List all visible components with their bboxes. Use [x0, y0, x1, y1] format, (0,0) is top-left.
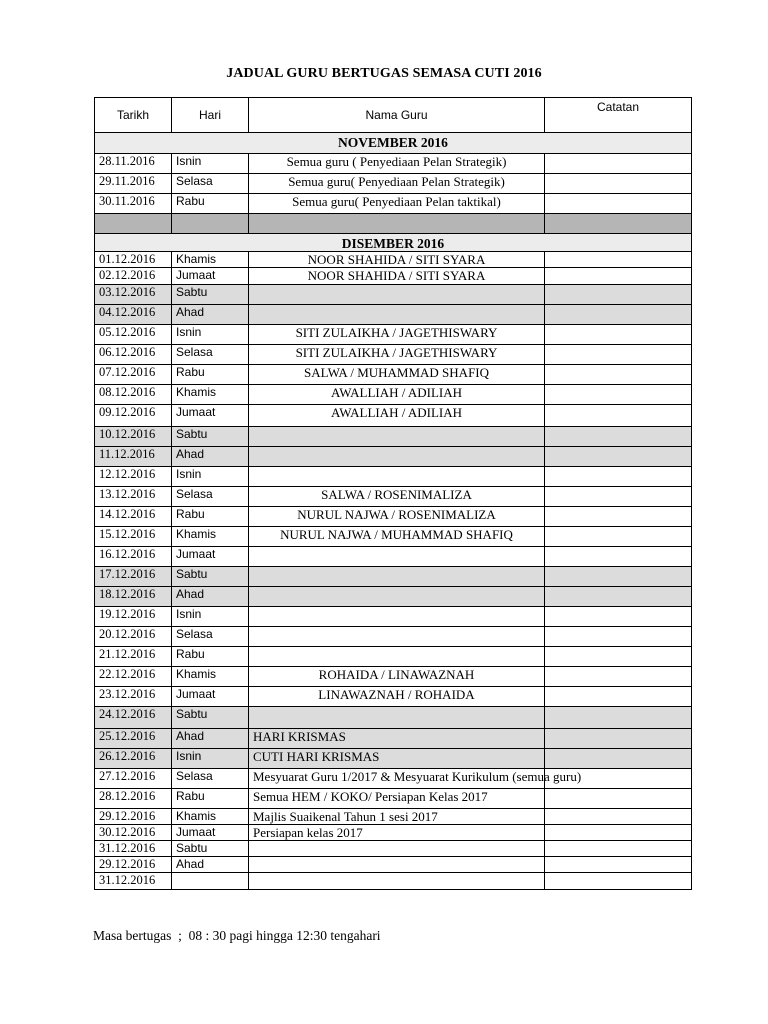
- catatan-cell: [545, 268, 692, 285]
- month-label: DISEMBER 2016: [95, 234, 692, 252]
- table-row: [95, 809, 692, 825]
- table-row: [95, 769, 692, 789]
- catatan-cell: [545, 841, 692, 857]
- day-cell: Isnin: [172, 325, 249, 345]
- teacher-name-cell: Majlis Suaikenal Tahun 1 sesi 2017: [249, 809, 545, 825]
- teacher-name-cell: SITI ZULAIKHA / JAGETHISWARY: [249, 345, 545, 365]
- day-cell: Selasa: [172, 345, 249, 365]
- catatan-cell: [545, 154, 692, 174]
- table-row: [95, 154, 692, 174]
- table-row: [95, 587, 692, 607]
- catatan-cell: [545, 873, 692, 890]
- table-row: [95, 427, 692, 447]
- catatan-cell: [545, 607, 692, 627]
- teacher-name-cell: [249, 627, 545, 647]
- empty-cell: [545, 214, 692, 234]
- day-cell: Selasa: [172, 769, 249, 789]
- date-cell: 11.12.2016: [95, 447, 172, 467]
- table-row: [95, 749, 692, 769]
- table-row: [95, 467, 692, 487]
- teacher-name-cell: AWALLIAH / ADILIAH: [249, 405, 545, 427]
- catatan-cell: [545, 305, 692, 325]
- document-title: JADUAL GURU BERTUGAS SEMASA CUTI 2016: [226, 66, 542, 81]
- teacher-name-cell: Semua guru( Penyediaan Pelan Strategik): [249, 174, 545, 194]
- date-cell: 07.12.2016: [95, 365, 172, 385]
- table-row: [95, 627, 692, 647]
- table-row: [95, 667, 692, 687]
- date-cell: 09.12.2016: [95, 405, 172, 427]
- catatan-cell: [545, 729, 692, 749]
- table-row: [95, 252, 692, 268]
- day-cell: Jumaat: [172, 825, 249, 841]
- date-cell: 01.12.2016: [95, 252, 172, 268]
- day-cell: Ahad: [172, 729, 249, 749]
- table-row: [95, 345, 692, 365]
- date-cell: 22.12.2016: [95, 667, 172, 687]
- day-cell: Selasa: [172, 487, 249, 507]
- date-cell: 29.12.2016: [95, 857, 172, 873]
- table-row: [95, 507, 692, 527]
- day-cell: Khamis: [172, 252, 249, 268]
- catatan-cell: [545, 252, 692, 268]
- catatan-cell: [545, 325, 692, 345]
- table-row: [95, 305, 692, 325]
- catatan-cell: [545, 285, 692, 305]
- date-cell: 08.12.2016: [95, 385, 172, 405]
- day-cell: Ahad: [172, 305, 249, 325]
- catatan-cell: [545, 345, 692, 365]
- catatan-cell: [545, 547, 692, 567]
- header-catatan: Catatan: [545, 98, 692, 133]
- day-cell: Jumaat: [172, 687, 249, 707]
- day-cell: Sabtu: [172, 285, 249, 305]
- catatan-cell: [545, 647, 692, 667]
- month-label: NOVEMBER 2016: [95, 133, 692, 154]
- teacher-name-cell: NOOR SHAHIDA / SITI SYARA: [249, 268, 545, 285]
- day-cell: Rabu: [172, 194, 249, 214]
- day-cell: Jumaat: [172, 547, 249, 567]
- date-cell: 28.11.2016: [95, 154, 172, 174]
- table-row: [95, 825, 692, 841]
- teacher-name-cell: HARI KRISMAS: [249, 729, 545, 749]
- date-cell: 27.12.2016: [95, 769, 172, 789]
- day-cell: Khamis: [172, 385, 249, 405]
- day-cell: Khamis: [172, 667, 249, 687]
- catatan-cell: [545, 405, 692, 427]
- empty-cell: [172, 214, 249, 234]
- date-cell: 02.12.2016: [95, 268, 172, 285]
- catatan-cell: [545, 687, 692, 707]
- date-cell: 03.12.2016: [95, 285, 172, 305]
- teacher-name-cell: NURUL NAJWA / ROSENIMALIZA: [249, 507, 545, 527]
- catatan-cell: [545, 365, 692, 385]
- teacher-name-cell: Semua guru ( Penyediaan Pelan Strategik): [249, 154, 545, 174]
- catatan-cell: [545, 749, 692, 769]
- date-cell: 18.12.2016: [95, 587, 172, 607]
- teacher-name-cell: Semua HEM / KOKO/ Persiapan Kelas 2017: [249, 789, 545, 809]
- catatan-cell: [545, 809, 692, 825]
- header-hari: Hari: [172, 98, 249, 133]
- teacher-name-cell: NURUL NAJWA / MUHAMMAD SHAFIQ: [249, 527, 545, 547]
- teacher-name-cell: [249, 707, 545, 729]
- teacher-name-cell: Persiapan kelas 2017: [249, 825, 545, 841]
- teacher-name-cell: LINAWAZNAH / ROHAIDA: [249, 687, 545, 707]
- date-cell: 13.12.2016: [95, 487, 172, 507]
- catatan-cell: [545, 857, 692, 873]
- date-cell: 24.12.2016: [95, 707, 172, 729]
- teacher-name-cell: [249, 547, 545, 567]
- teacher-name-cell: SITI ZULAIKHA / JAGETHISWARY: [249, 325, 545, 345]
- teacher-name-cell: [249, 567, 545, 587]
- catatan-cell: [545, 487, 692, 507]
- table-row: [95, 325, 692, 345]
- teacher-name-cell: SALWA / MUHAMMAD SHAFIQ: [249, 365, 545, 385]
- date-cell: 29.12.2016: [95, 809, 172, 825]
- date-cell: 30.11.2016: [95, 194, 172, 214]
- date-cell: 23.12.2016: [95, 687, 172, 707]
- date-cell: 30.12.2016: [95, 825, 172, 841]
- table-header-row: [95, 98, 692, 133]
- date-cell: 17.12.2016: [95, 567, 172, 587]
- teacher-name-cell: [249, 857, 545, 873]
- day-cell: Isnin: [172, 467, 249, 487]
- teacher-name-cell: [249, 427, 545, 447]
- catatan-cell: [545, 385, 692, 405]
- table-row: [95, 707, 692, 729]
- date-cell: 19.12.2016: [95, 607, 172, 627]
- table-row: [95, 647, 692, 667]
- teacher-name-cell: [249, 841, 545, 857]
- table-row: [95, 174, 692, 194]
- date-cell: 04.12.2016: [95, 305, 172, 325]
- day-cell: Rabu: [172, 789, 249, 809]
- teacher-name-cell: [249, 607, 545, 627]
- day-cell: Ahad: [172, 587, 249, 607]
- table-row: [95, 567, 692, 587]
- table-row: [95, 405, 692, 427]
- teacher-name-cell: [249, 285, 545, 305]
- day-cell: Sabtu: [172, 567, 249, 587]
- separator-row: [95, 214, 692, 234]
- teacher-name-cell: [249, 467, 545, 487]
- catatan-cell: [545, 174, 692, 194]
- month-header-row: [95, 133, 692, 154]
- table-row: [95, 268, 692, 285]
- catatan-cell: [545, 789, 692, 809]
- day-cell: Ahad: [172, 857, 249, 873]
- teacher-name-cell: Mesyuarat Guru 1/2017 & Mesyuarat Kurikulum (semua guru): [249, 769, 545, 789]
- header-nama-guru: Nama Guru: [249, 98, 545, 133]
- table-row: [95, 487, 692, 507]
- teacher-name-cell: NOOR SHAHIDA / SITI SYARA: [249, 252, 545, 268]
- catatan-cell: [545, 507, 692, 527]
- table-row: [95, 285, 692, 305]
- teacher-name-cell: ROHAIDA / LINAWAZNAH: [249, 667, 545, 687]
- table-row: [95, 527, 692, 547]
- catatan-cell: [545, 447, 692, 467]
- day-cell: Khamis: [172, 809, 249, 825]
- table-row: [95, 547, 692, 567]
- table-row: [95, 194, 692, 214]
- teacher-name-cell: AWALLIAH / ADILIAH: [249, 385, 545, 405]
- date-cell: 06.12.2016: [95, 345, 172, 365]
- catatan-cell: [545, 587, 692, 607]
- day-cell: Khamis: [172, 527, 249, 547]
- teacher-name-cell: [249, 447, 545, 467]
- catatan-cell: [545, 467, 692, 487]
- table-row: [95, 857, 692, 873]
- day-cell: Sabtu: [172, 707, 249, 729]
- table-row: [95, 729, 692, 749]
- catatan-cell: [545, 567, 692, 587]
- day-cell: Ahad: [172, 447, 249, 467]
- catatan-cell: [545, 527, 692, 547]
- month-header-row: [95, 234, 692, 252]
- teacher-name-cell: [249, 647, 545, 667]
- date-cell: 31.12.2016: [95, 841, 172, 857]
- teacher-name-cell: [249, 873, 545, 890]
- date-cell: 25.12.2016: [95, 729, 172, 749]
- duty-schedule-table: [94, 97, 692, 890]
- table-row: [95, 687, 692, 707]
- catatan-cell: [545, 825, 692, 841]
- catatan-cell: [545, 707, 692, 729]
- date-cell: 31.12.2016: [95, 873, 172, 890]
- date-cell: 29.11.2016: [95, 174, 172, 194]
- catatan-cell: [545, 194, 692, 214]
- date-cell: 16.12.2016: [95, 547, 172, 567]
- table-body: [95, 133, 692, 890]
- date-cell: 10.12.2016: [95, 427, 172, 447]
- day-cell: [172, 873, 249, 890]
- day-cell: Rabu: [172, 507, 249, 527]
- teacher-name-cell: SALWA / ROSENIMALIZA: [249, 487, 545, 507]
- date-cell: 20.12.2016: [95, 627, 172, 647]
- day-cell: Selasa: [172, 174, 249, 194]
- day-cell: Rabu: [172, 365, 249, 385]
- table-row: [95, 385, 692, 405]
- day-cell: Isnin: [172, 607, 249, 627]
- catatan-cell: [545, 627, 692, 647]
- table-row: [95, 841, 692, 857]
- duty-hours-note: Masa bertugas ; 08 : 30 pagi hingga 12:30 tengahari: [93, 928, 381, 943]
- date-cell: 21.12.2016: [95, 647, 172, 667]
- table-row: [95, 447, 692, 467]
- date-cell: 15.12.2016: [95, 527, 172, 547]
- table-row: [95, 365, 692, 385]
- date-cell: 14.12.2016: [95, 507, 172, 527]
- table-row: [95, 607, 692, 627]
- empty-cell: [249, 214, 545, 234]
- empty-cell: [95, 214, 172, 234]
- table-row: [95, 873, 692, 890]
- date-cell: 12.12.2016: [95, 467, 172, 487]
- day-cell: Jumaat: [172, 268, 249, 285]
- day-cell: Rabu: [172, 647, 249, 667]
- day-cell: Isnin: [172, 749, 249, 769]
- day-cell: Jumaat: [172, 405, 249, 427]
- teacher-name-cell: Semua guru( Penyediaan Pelan taktikal): [249, 194, 545, 214]
- date-cell: 26.12.2016: [95, 749, 172, 769]
- teacher-name-cell: [249, 587, 545, 607]
- day-cell: Isnin: [172, 154, 249, 174]
- date-cell: 05.12.2016: [95, 325, 172, 345]
- catatan-cell: [545, 667, 692, 687]
- day-cell: Sabtu: [172, 841, 249, 857]
- teacher-name-cell: [249, 305, 545, 325]
- header-tarikh: Tarikh: [95, 98, 172, 133]
- day-cell: Sabtu: [172, 427, 249, 447]
- day-cell: Selasa: [172, 627, 249, 647]
- table-row: [95, 789, 692, 809]
- date-cell: 28.12.2016: [95, 789, 172, 809]
- teacher-name-cell: CUTI HARI KRISMAS: [249, 749, 545, 769]
- catatan-cell: [545, 427, 692, 447]
